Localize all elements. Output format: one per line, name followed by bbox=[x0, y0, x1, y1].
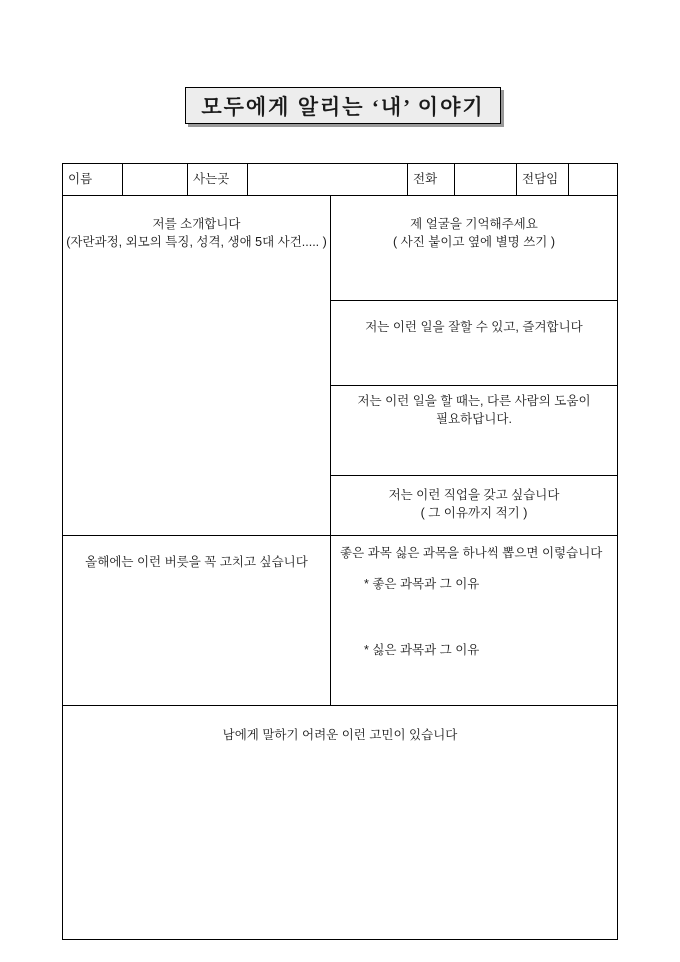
address-label: 사는곳 bbox=[188, 164, 248, 195]
name-label: 이름 bbox=[63, 164, 123, 195]
help-line2: 필요하답니다. bbox=[436, 411, 512, 426]
phone-label: 전화 bbox=[408, 164, 455, 195]
skills-section bbox=[331, 301, 617, 386]
left-column bbox=[63, 196, 331, 705]
job-title: 저는 이런 직업을 갖고 싶습니다 bbox=[388, 488, 560, 502]
name-value-cell bbox=[123, 164, 188, 195]
homeroom-value-cell bbox=[569, 164, 617, 195]
form-body bbox=[63, 196, 617, 706]
address-value-cell bbox=[248, 164, 408, 195]
form-table bbox=[62, 163, 618, 940]
skills-title: 저는 이런 일을 잘할 수 있고, 즐겨합니다 bbox=[365, 320, 583, 334]
subjects-section bbox=[331, 536, 617, 705]
page-title bbox=[185, 87, 501, 124]
habit-section bbox=[63, 536, 330, 705]
intro-title: 저를 소개합니다 bbox=[152, 217, 241, 231]
face-section bbox=[331, 196, 617, 301]
help-section bbox=[331, 386, 617, 476]
job-subtitle: ( 그 이유까지 적기 ) bbox=[420, 505, 528, 520]
job-section bbox=[331, 476, 617, 536]
homeroom-label: 전담임 bbox=[517, 164, 569, 195]
subjects-good-item: * 좋은 과목과 그 이유 bbox=[364, 576, 480, 591]
page-title-text: 모두에게 알리는 ‘내’ 이야기 bbox=[201, 94, 485, 119]
intro-section bbox=[63, 196, 330, 536]
help-line1: 저는 이런 일을 할 때는, 다른 사람의 도움이 bbox=[357, 394, 591, 408]
right-column bbox=[331, 196, 617, 705]
worry-title: 남에게 말하기 어려운 이런 고민이 있습니다 bbox=[222, 728, 458, 742]
subjects-title: 좋은 과목 싫은 과목을 하나씩 뽑으면 이렇습니다 bbox=[340, 546, 603, 560]
habit-title: 올해에는 이런 버릇을 꼭 고치고 싶습니다 bbox=[85, 555, 308, 569]
face-title: 제 얼굴을 기억해주세요 bbox=[410, 217, 538, 231]
worry-section bbox=[63, 706, 617, 939]
subjects-bad-item: * 싫은 과목과 그 이유 bbox=[364, 643, 480, 657]
header-row bbox=[63, 164, 617, 196]
face-subtitle: ( 사진 붙이고 옆에 별명 쓰기 ) bbox=[393, 234, 555, 249]
phone-value-cell bbox=[455, 164, 517, 195]
intro-subtitle: (자란과정, 외모의 특징, 성격, 생애 5대 사건..... ) bbox=[66, 234, 327, 249]
